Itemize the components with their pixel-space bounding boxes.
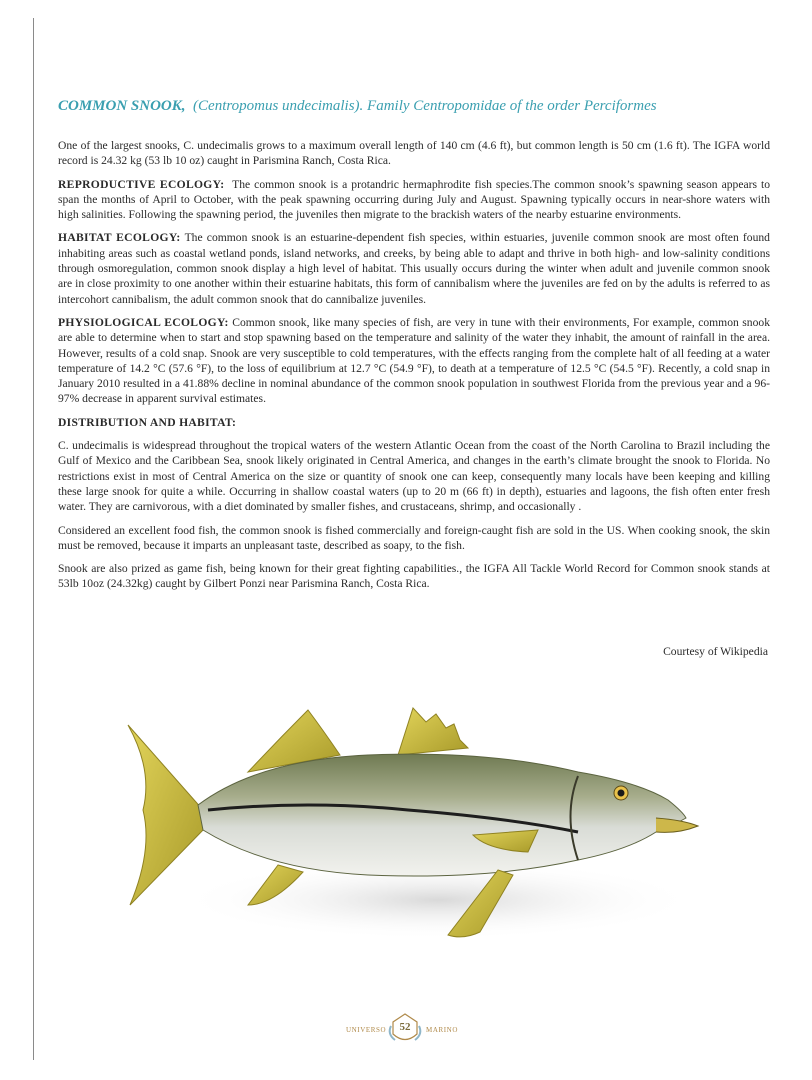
food-paragraph: Considered an excellent food fish, the common snook is fished commercially and foreign-caught fish are sold in the US. When cooking snook, the skin must be removed, because it imparts an unpleasant taste, described as soapy, to the fish.	[58, 523, 770, 552]
snook-illustration	[108, 700, 708, 970]
first-dorsal-fin	[398, 708, 468, 755]
distribution-heading: DISTRIBUTION AND HABITAT:	[58, 415, 237, 429]
fish-body	[198, 754, 686, 876]
reproductive-text: The common snook is a protandric hermaphrodite fish species.The common snook’s spawning season appears to span the months of April to October, with the peak spawning occurring during July and August. Spawning typically occurs in near-shore waters with high salinities. Following the spawning period, the juveniles then migrate to the brackish waters of the nearby estuarine environments.	[58, 177, 770, 222]
footer-word-left: UNIVERSO	[346, 1026, 387, 1034]
footer-word-right: MARINO	[426, 1026, 458, 1034]
article-title-name: COMMON SNOOK,	[58, 98, 186, 114]
reproductive-lead: REPRODUCTIVE ECOLOGY:	[58, 177, 225, 191]
page-footer	[330, 1012, 480, 1046]
game-paragraph: Snook are also prized as game fish, being known for their great fighting capabilities., the IGFA All Tackle World Record for Common snook stands at 53lb 10oz (24.32kg) caught by Gilbert Ponzi near Parismina Ranch, Costa Rica.	[58, 562, 770, 591]
article-title	[58, 98, 778, 115]
intro-paragraph: One of the largest snooks, C. undecimalis grows to a maximum overall length of 140 cm (4.6 ft), but common length is 50 cm (1.6 ft). The IGFA world record is 24.32 kg (53 lb 10 oz) caught in Parismina Ranch, Costa Rica.	[58, 139, 770, 168]
article-title-scientific: (Centropomus undecimalis). Family Centropomidae of the order Perciformes	[193, 98, 657, 114]
habitat-lead: HABITAT ECOLOGY:	[58, 231, 181, 245]
article-body	[58, 138, 770, 600]
fish-mouth	[656, 818, 698, 832]
physiological-text: Common snook, like many species of fish, are very in tune with their environments, For example, common snook are able to determine when to start and stop spawning based on the temperature and salinity of the water they inhabit, the amount of rainfall in the area. However, results of a cold snap. Snook are very susceptible to cold temperatures, with the effects ranging from the complete halt of all feeding at a water temperature of 14.2 °C (57.6 °F), to the loss of equilibrium at 12.7 °C (54.9 °F), to death at a temperature of 12.5 °C (54.5 °F). Recently, a cold snap in January 2010 resulted in a 41.88% decline in nominal abundance of the common snook population in southwest Florida from the previous year and a 96-97% decrease in apparent survival estimates.	[58, 315, 770, 406]
physiological-lead: PHYSIOLOGICAL ECOLOGY:	[58, 315, 229, 329]
habitat-text: The common snook is an estuarine-dependent fish species, within estuaries, juvenile common snook are most often found inhabiting areas such as coastal wetland ponds, island networks, and creeks, by being able to adapt and thrive in both high- and low-salinity conditions through osmoregulation, common snook display a high level of habitat. This usually occurs during the winter when adult and juvenile common snook are in close proximity to one another within their estuarine habitats, this form of cannibalism where the juveniles are fed on by the adults is referred to as intercohort cannibalism, the adult common snook that do cannibalize juveniles.	[58, 231, 770, 306]
page-number: 52	[399, 1021, 411, 1033]
credit-line: Courtesy of Wikipedia	[663, 645, 768, 658]
tail-fin	[128, 725, 203, 905]
habitat-paragraph	[58, 230, 770, 306]
physiological-paragraph	[58, 315, 770, 407]
distribution-paragraph: C. undecimalis is widespread throughout the tropical waters of the western Atlantic Ocean from the coast of the North Carolina to Brazil including the Gulf of Mexico and the Caribbean Sea, snook likely originated in Central America, and changes in the earth’s climate brought the snook to Florida. No restrictions exist in most of Central America on the size or quantity of snook one can keep, consequently many locals have been keeping and killing these large snook for quite a while. Occurring in shallow coastal waters (up to 20 m (66 ft) in depth), estuaries and lagoons, the fish often enter fresh water. They are carnivorous, with a diet dominated by smaller fishes, and crustaceans, shrimp, and occasionally .	[58, 439, 770, 514]
margin-rule	[33, 18, 34, 1060]
reproductive-paragraph	[58, 177, 770, 223]
